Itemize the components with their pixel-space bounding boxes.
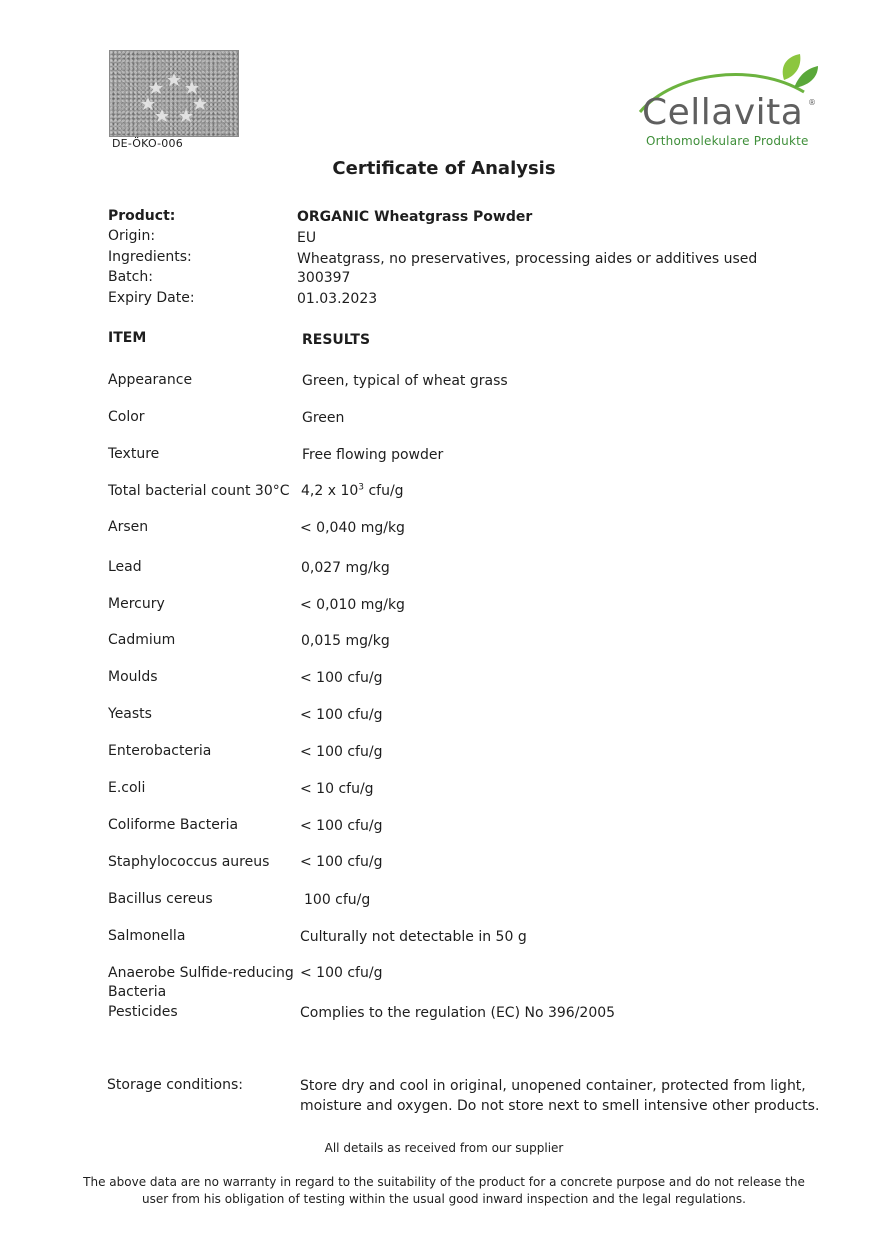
result-appearance: Green, typical of wheat grass — [302, 373, 508, 389]
column-header-item: ITEM — [108, 330, 147, 346]
result-total-bacterial-count: 4,2 x $10^3$ cfu/g — [301, 482, 404, 499]
batch-label: Batch: — [108, 269, 153, 285]
item-appearance: Appearance — [108, 372, 193, 388]
batch-value: 300397 — [297, 270, 351, 286]
origin-label: Origin: — [108, 228, 156, 244]
eu-organic-logo — [109, 50, 239, 137]
item-staphylococcus-aureus: Staphylococcus aureus — [108, 854, 270, 870]
result-arsen: < 0,040 mg/kg — [300, 520, 405, 536]
origin-value: EU — [297, 230, 317, 246]
product-value: ORGANIC Wheatgrass Powder — [297, 209, 533, 225]
item-anaerobe-line1: Anaerobe Sulfide-reducing — [108, 965, 294, 981]
storage-label: Storage conditions: — [107, 1077, 243, 1093]
product-label: Product: — [108, 208, 176, 224]
result-cadmium: 0,015 mg/kg — [301, 633, 390, 649]
item-color: Color — [108, 409, 145, 425]
item-moulds: Moulds — [108, 669, 158, 685]
result-salmonella: Culturally not detectable in 50 g — [300, 929, 527, 945]
column-header-results: RESULTS — [302, 332, 371, 348]
result-enterobacteria: < 100 cfu/g — [300, 744, 383, 760]
result-coliforme-bacteria: < 100 cfu/g — [300, 818, 383, 834]
item-pesticides: Pesticides — [108, 1004, 178, 1020]
item-coliforme-bacteria: Coliforme Bacteria — [108, 817, 239, 833]
item-ecoli: E.coli — [108, 780, 146, 796]
result-moulds: < 100 cfu/g — [300, 670, 383, 686]
disclaimer-line1: The above data are no warranty in regard to the suitability of the product for a concrete purpose and do not release the — [83, 1175, 805, 1189]
storage-line2: moisture and oxygen. Do not store next to smell intensive other products. — [300, 1098, 820, 1114]
result-texture: Free flowing powder — [302, 447, 444, 463]
registered-mark: ® — [808, 98, 816, 107]
ingredients-value: Wheatgrass, no preservatives, processing aides or additives used — [297, 251, 758, 267]
item-cadmium: Cadmium — [108, 632, 176, 648]
cellavita-logo — [634, 52, 824, 152]
storage-line1: Store dry and cool in original, unopened container, protected from light, — [300, 1078, 806, 1094]
supplier-note: All details as received from our supplier — [324, 1141, 564, 1155]
item-texture: Texture — [108, 446, 160, 462]
result-color: Green — [302, 410, 345, 426]
item-total-bacterial-count: Total bacterial count 30°C — [108, 483, 290, 499]
ingredients-label: Ingredients: — [108, 249, 192, 265]
result-bacillus-cereus: 100 cfu/g — [304, 892, 371, 908]
item-yeasts: Yeasts — [108, 706, 152, 722]
item-arsen: Arsen — [108, 519, 149, 535]
item-lead: Lead — [108, 559, 142, 575]
brand-name: Cellavita — [642, 92, 804, 133]
result-lead: 0,027 mg/kg — [301, 560, 390, 576]
result-ecoli: < 10 cfu/g — [300, 781, 374, 797]
expiry-label: Expiry Date: — [108, 290, 195, 306]
result-mercury: < 0,010 mg/kg — [300, 597, 405, 613]
result-staphylococcus-aureus: < 100 cfu/g — [300, 854, 383, 870]
item-salmonella: Salmonella — [108, 928, 186, 944]
item-enterobacteria: Enterobacteria — [108, 743, 212, 759]
disclaimer-line2: user from his obligation of testing within the usual good inward inspection and the legal regulations. — [142, 1192, 746, 1206]
brand-tagline: Orthomolekulare Produkte — [646, 134, 809, 148]
result-pesticides: Complies to the regulation (EC) No 396/2005 — [300, 1005, 616, 1021]
item-bacillus-cereus: Bacillus cereus — [108, 891, 213, 907]
result-yeasts: < 100 cfu/g — [300, 707, 383, 723]
result-anaerobe: < 100 cfu/g — [300, 965, 383, 981]
item-anaerobe-line2: Bacteria — [108, 984, 167, 1000]
eu-logo-code: DE-ÖKO-006 — [112, 137, 183, 150]
item-mercury: Mercury — [108, 596, 165, 612]
expiry-value: 01.03.2023 — [297, 291, 378, 307]
page-title: Certificate of Analysis — [332, 158, 556, 179]
